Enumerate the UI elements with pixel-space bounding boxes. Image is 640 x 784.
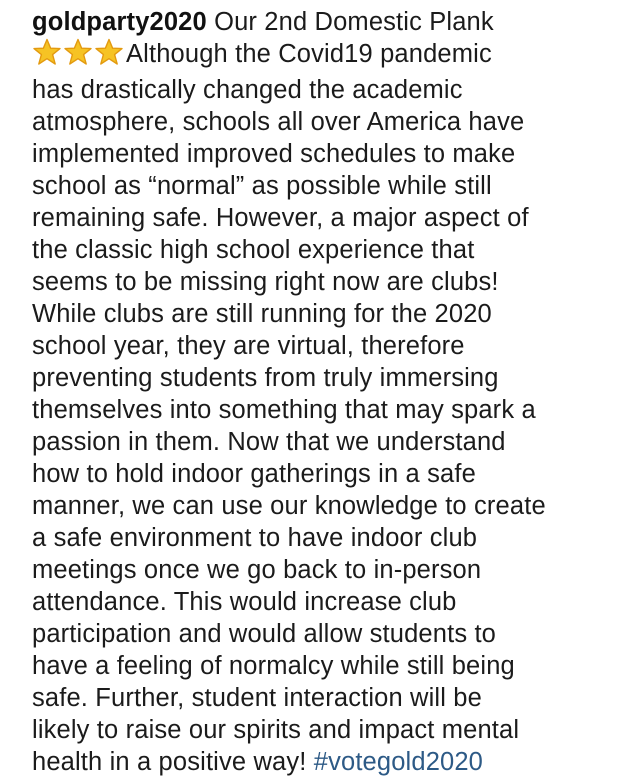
caption-text-line: the classic high school experience that xyxy=(32,236,475,264)
caption-text-line: While clubs are still running for the 2020 xyxy=(32,300,492,328)
caption-text-line: school year, they are virtual, therefore xyxy=(32,332,465,360)
caption-text-line: preventing students from truly immersing xyxy=(32,364,499,392)
caption-text-line: how to hold indoor gatherings in a safe xyxy=(32,460,476,488)
caption-text-line: manner, we can use our knowledge to create xyxy=(32,492,546,520)
caption-text-line: implemented improved schedules to make xyxy=(32,140,516,168)
caption-text-line: remaining safe. However, a major aspect of xyxy=(32,204,529,232)
star-emoji-icon xyxy=(63,38,93,66)
star-emoji-icon xyxy=(32,38,62,66)
caption-text-line: school as “normal” as possible while still xyxy=(32,172,492,200)
caption-line-last xyxy=(32,746,632,778)
caption-text-line: Although the Covid19 pandemic xyxy=(126,40,492,68)
hashtag-link[interactable]: #votegold2020 xyxy=(313,748,484,776)
caption-text-line: a safe environment to have indoor club xyxy=(32,524,478,552)
caption-text-line: themselves into something that may spark a xyxy=(32,396,536,424)
caption-text-line: likely to raise our spirits and impact mental xyxy=(32,716,520,744)
caption-text-line: have a feeling of normalcy while still being xyxy=(32,652,515,680)
caption-line-2 xyxy=(32,38,632,74)
stars-row xyxy=(32,38,125,74)
caption-text-line: seems to be missing right now are clubs! xyxy=(32,268,499,296)
caption-line-1 xyxy=(32,6,632,38)
caption-text-line: atmosphere, schools all over America have xyxy=(32,108,525,136)
post-caption xyxy=(32,6,632,778)
caption-title-text: Our 2nd Domestic Plank xyxy=(214,8,494,36)
username-link[interactable]: goldparty2020 xyxy=(32,8,207,36)
caption-text-line: passion in them. Now that we understand xyxy=(32,428,506,456)
caption-text-line: safe. Further, student interaction will be xyxy=(32,684,482,712)
caption-text-line: meetings once we go back to in-person xyxy=(32,556,482,584)
caption-text-line: participation and would allow students to xyxy=(32,620,497,648)
caption-text-line: has drastically changed the academic xyxy=(32,76,463,104)
caption-text-line: attendance. This would increase club xyxy=(32,588,457,616)
star-emoji-icon xyxy=(94,38,124,66)
caption-text-line: health in a positive way! xyxy=(32,748,307,776)
